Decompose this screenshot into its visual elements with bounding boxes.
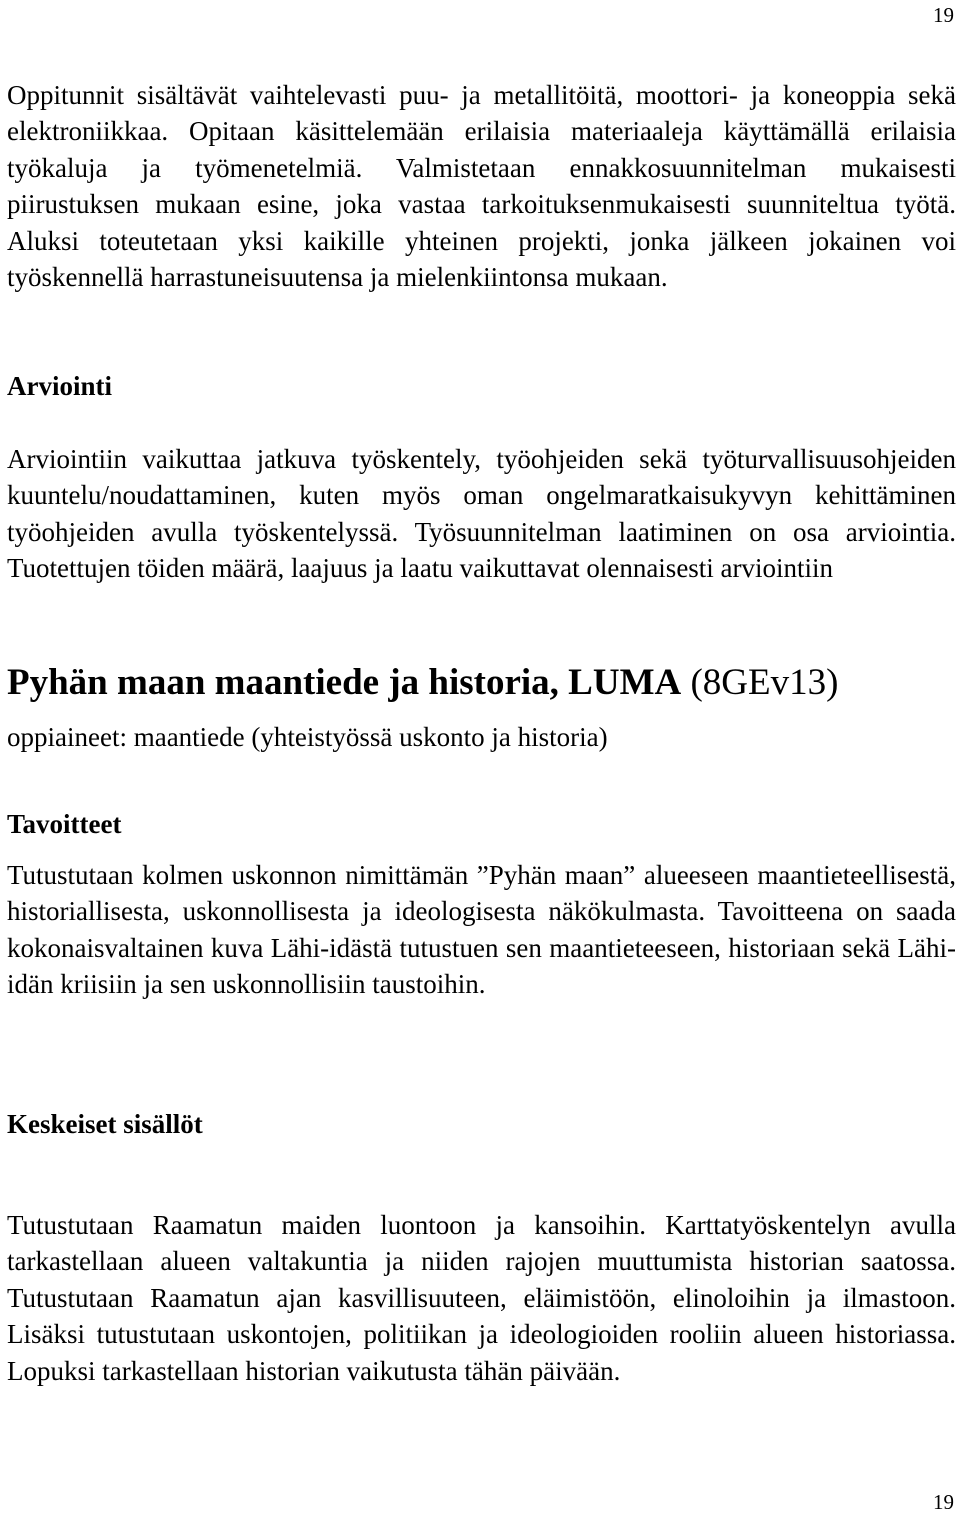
course-code: (8GEv13) <box>681 662 839 703</box>
goals-heading: Tavoitteet <box>7 809 122 839</box>
contents-heading: Keskeiset sisällöt <box>7 1109 203 1139</box>
course-title <box>7 661 956 705</box>
assessment-paragraph: Arviointiin vaikuttaa jatkuva työskentely, työohjeiden sekä työturvallisuusohjeiden kuuntelu/noudattaminen, kuten myös oman ongelmaratkaisukyvyn kehittäminen työohjeiden avulla työskentelyssä. Työsuunnitelman laatiminen on osa arviointia. Tuotettujen töiden määrä, laajuus ja laatu vaikuttavat olennaisesti arviointiin <box>7 444 956 584</box>
goals-paragraph: Tutustutaan kolmen uskonnon nimittämän ”Pyhän maan” alueeseen maantieteellisestä, historiallisesta, uskonnollisesta ja ideologisesta näkökulmasta. Tavoitteena on saada kokonaisvaltainen kuva Lähi-idästä tutustuen sen maantieteeseen, historiaan sekä Lähi-idän kriisiin ja sen uskonnollisiin taustoihin. <box>7 860 956 1000</box>
page-number-top: 19 <box>933 3 954 27</box>
page-number-bottom: 19 <box>933 1490 954 1514</box>
course-title-main: Pyhän maan maantiede ja historia, LUMA <box>7 662 682 703</box>
course-subjects: oppiaineet: maantiede (yhteistyössä uskonto ja historia) <box>7 722 608 752</box>
assessment-heading: Arviointi <box>7 371 112 401</box>
intro-paragraph: Oppitunnit sisältävät vaihtelevasti puu- ja metallitöitä, moottori- ja koneoppia sekä elektroniikkaa. Opitaan käsittelemään erilaisia materiaaleja käyttämällä erilaisia työkaluja ja työmenetelmiä. Valmistetaan ennakkosuunnitelman mukaisesti piirustuksen mukaan esine, joka vastaa tarkoituksenmukaisesti suunniteltua työtä. Aluksi toteutetaan yksi kaikille yhteinen projekti, jonka jälkeen jokainen voi työskennellä harrastuneisuutensa ja mielenkiintonsa mukaan. <box>7 80 956 293</box>
contents-paragraph: Tutustutaan Raamatun maiden luontoon ja kansoihin. Karttatyöskentelyn avulla tarkastellaan alueen valtakuntia ja niiden rajojen muuttumista historian saatossa. Tutustutaan Raamatun ajan kasvillisuuteen, eläimistöön, elinoloihin ja ilmastoon. Lisäksi tutustutaan uskontojen, politiikan ja ideologioiden rooliin alueen historiassa. Lopuksi tarkastellaan historian vaikutusta tähän päivään. <box>7 1210 956 1386</box>
